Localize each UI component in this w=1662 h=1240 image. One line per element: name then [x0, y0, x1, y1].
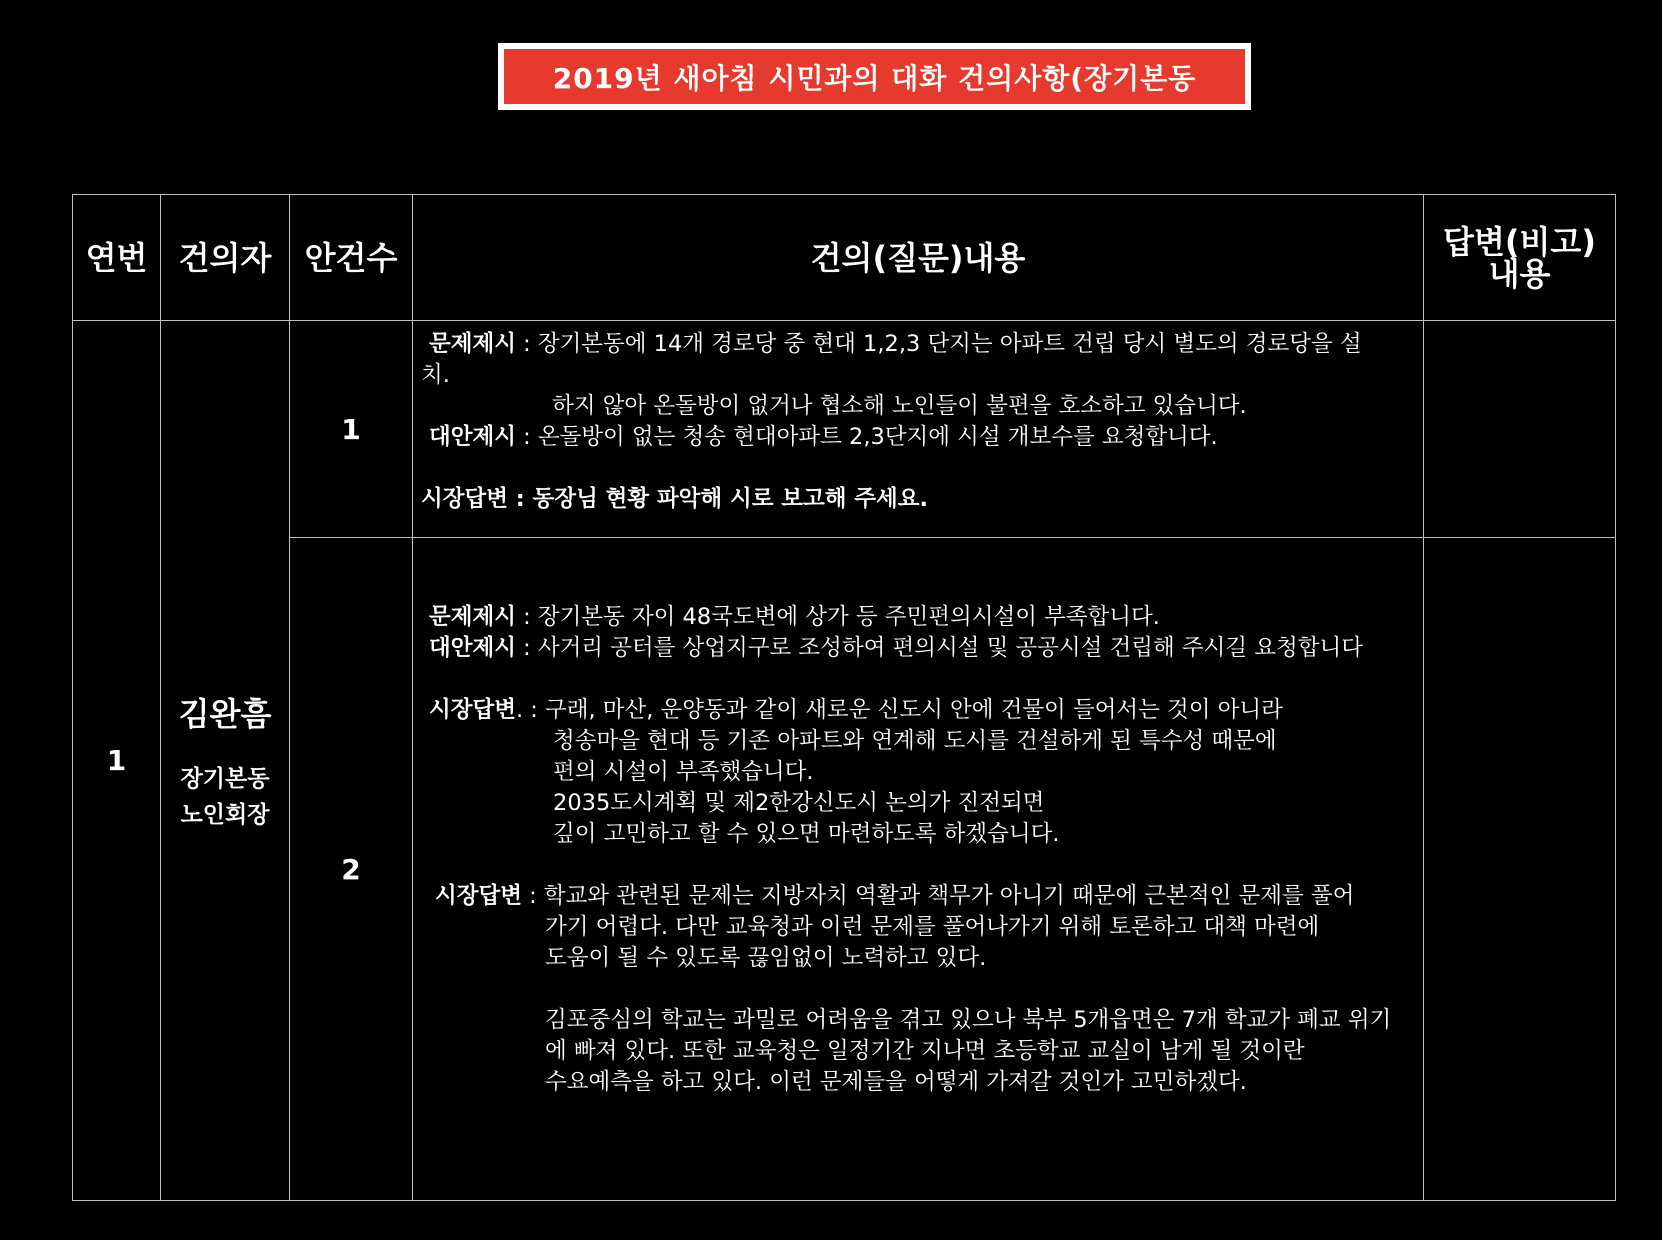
content-line — [545, 912, 1319, 943]
line-label: 문제제시 — [429, 331, 516, 357]
content-line — [545, 943, 986, 974]
content-line — [421, 360, 450, 391]
content-line — [421, 484, 928, 515]
row-number-cell — [73, 321, 161, 1201]
line-text: 김포중심의 학교는 과밀로 어려움을 겪고 있으나 북부 5개읍면은 7개 학교가 폐교 위기 — [545, 1007, 1392, 1033]
line-label: 시장답변 — [435, 883, 522, 909]
answer-cell — [1424, 321, 1616, 538]
line-text: 수요예측을 하고 있다. 이런 문제들을 어떻게 가져갈 것인가 고민하겠다. — [545, 1069, 1247, 1095]
content-line — [545, 1036, 1305, 1067]
content-line — [429, 633, 1363, 664]
line-text: 2035도시계획 및 제2한강신도시 논의가 진전되면 — [553, 790, 1045, 816]
line-text: : 장기본동에 14개 경로당 중 현대 1,2,3 단지는 아파트 건립 당시 별도의 경로당을 설 — [515, 331, 1362, 357]
row-number: 1 — [106, 744, 127, 777]
table-row — [73, 538, 1616, 1201]
line-label: 문제제시 — [429, 604, 516, 630]
item-number-cell — [290, 321, 413, 538]
item-content-cell — [413, 321, 1424, 538]
item-number: 1 — [341, 412, 361, 446]
proposer-role-line2: 노인회장 — [180, 801, 270, 828]
content-line — [553, 757, 814, 788]
header-content: 건의(질문)내용 — [413, 195, 1424, 321]
content-line — [545, 1005, 1391, 1036]
line-text: : 장기본동 자이 48국도변에 상가 등 주민편의시설이 부족합니다. — [515, 604, 1160, 630]
line-text: 가기 어렵다. 다만 교육청과 이런 문제를 풀어나가기 위해 토론하고 대책 마련에 — [545, 914, 1320, 940]
line-text: 에 빠져 있다. 또한 교육청은 일정기간 지나면 초등학교 교실이 남게 될 것이란 — [545, 1038, 1305, 1064]
proposal-table — [72, 194, 1616, 1201]
line-text: 편의 시설이 부족했습니다. — [553, 759, 814, 785]
line-label: 대안제시 — [429, 635, 516, 661]
content-line — [552, 391, 1247, 422]
item-number: 2 — [341, 852, 361, 886]
line-text: 도움이 될 수 있도록 끊임없이 노력하고 있다. — [545, 945, 987, 971]
content-line — [435, 881, 1354, 912]
content-line — [545, 1067, 1247, 1098]
line-label: 대안제시 — [429, 424, 516, 450]
line-label: 시장답변 — [429, 697, 516, 723]
content-line — [553, 788, 1044, 819]
table-row — [73, 321, 1616, 538]
line-text: 치. — [421, 362, 450, 388]
line-text: 하지 않아 온돌방이 없거나 협소해 노인들이 불편을 호소하고 있습니다. — [552, 393, 1247, 419]
answer-cell — [1424, 538, 1616, 1201]
content-line — [429, 602, 1160, 633]
proposer-cell — [161, 321, 290, 1201]
line-text: 깊이 고민하고 할 수 있으면 마련하도록 하겠습니다. — [553, 821, 1060, 847]
title-banner — [498, 43, 1251, 110]
content-line — [553, 819, 1060, 850]
header-row — [73, 195, 1616, 321]
page-title: 2019년 새아침 시민과의 대화 건의사항(장기본동 — [504, 49, 1245, 104]
header-proposer: 건의자 — [161, 195, 290, 321]
line-text: : 온돌방이 없는 청송 현대아파트 2,3단지에 시설 개보수를 요청합니다. — [515, 424, 1218, 450]
line-text: 청송마을 현대 등 기존 아파트와 연계해 도시를 건설하게 된 특수성 때문에 — [553, 728, 1277, 754]
line-text: : 학교와 관련된 문제는 지방자치 역활과 책무가 아니기 때문에 근본적인 문제를 풀어 — [521, 883, 1355, 909]
content-line — [429, 422, 1218, 453]
item-number-cell — [290, 538, 413, 1201]
header-answer — [1424, 195, 1616, 321]
proposer-name: 김완흠 — [178, 694, 272, 733]
header-answer-line1: 답변(비고) — [1443, 222, 1596, 261]
content-line — [429, 329, 1362, 360]
line-text: . : 구래, 마산, 운양동과 같이 새로운 신도시 안에 건물이 들어서는 것이 아니라 — [515, 697, 1283, 723]
line-text: : 사거리 공터를 상업지구로 조성하여 편의시설 및 공공시설 건립해 주시길 요청합니다 — [515, 635, 1363, 661]
header-item-count: 안건수 — [290, 195, 413, 321]
line-text: 시장답변 : 동장님 현황 파악해 시로 보고해 주세요. — [421, 486, 929, 512]
content-line — [429, 695, 1283, 726]
content-line — [553, 726, 1277, 757]
header-answer-line2: 내용 — [1488, 254, 1551, 293]
item-content-cell — [413, 538, 1424, 1201]
header-no: 연번 — [73, 195, 161, 321]
proposer-role-line1: 장기본동 — [180, 765, 270, 792]
